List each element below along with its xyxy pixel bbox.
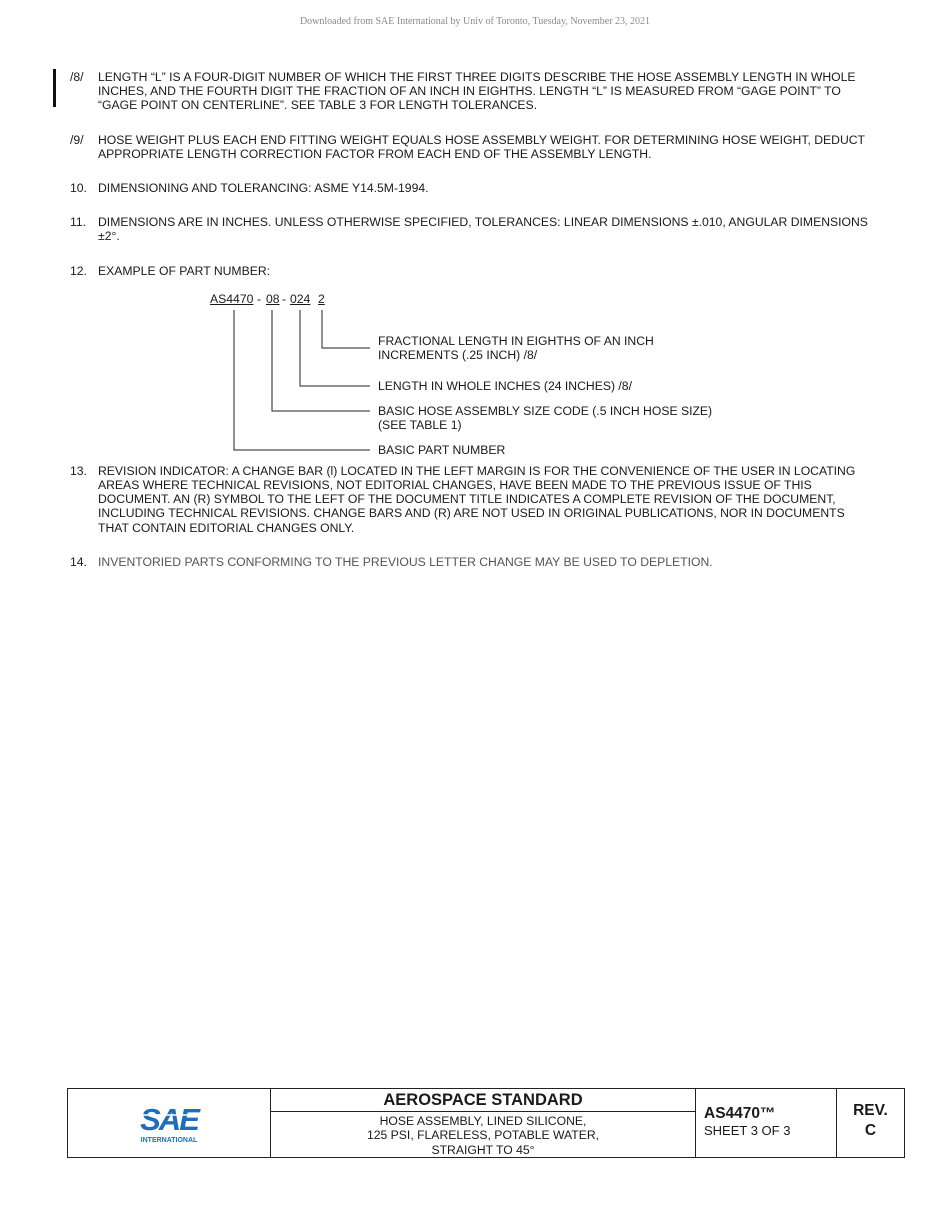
description-line: STRAIGHT TO 45° bbox=[431, 1142, 535, 1157]
callout-base: BASIC PART NUMBER bbox=[378, 442, 506, 457]
document-heading: AEROSPACE STANDARD bbox=[271, 1089, 695, 1112]
note-text: INVENTORIED PARTS CONFORMING TO THE PREVIOUS LETTER CHANGE MAY BE USED TO DEPLETION. bbox=[98, 554, 713, 569]
part-base: AS4470 bbox=[210, 291, 254, 306]
callout-length: LENGTH IN WHOLE INCHES (24 INCHES) /8/ bbox=[378, 378, 632, 393]
leader-size bbox=[272, 310, 370, 411]
title-cell bbox=[271, 1089, 696, 1157]
part-dash: - bbox=[257, 291, 262, 306]
sae-logo-icon bbox=[129, 1100, 209, 1146]
note-13 bbox=[70, 464, 870, 535]
document-number: AS4470™ bbox=[704, 1105, 776, 1122]
note-number: /9/ bbox=[70, 132, 84, 147]
revision-value: C bbox=[864, 1122, 877, 1139]
note-text: DIMENSIONING AND TOLERANCING: ASME Y14.5M-1994. bbox=[98, 181, 429, 196]
sheet-number: SHEET 3 OF 3 bbox=[704, 1123, 791, 1138]
note-text: DIMENSIONS ARE IN INCHES. UNLESS OTHERWISE SPECIFIED, TOLERANCES: LINEAR DIMENSIONS ±.010, ANGULAR DIMENSIONS ±2°. bbox=[98, 215, 868, 244]
note-number: 10. bbox=[70, 181, 87, 196]
note-11 bbox=[70, 215, 870, 243]
note-9 bbox=[70, 133, 870, 161]
notes-list bbox=[70, 70, 870, 589]
document-description bbox=[271, 1112, 695, 1157]
sae-logo-subtext: INTERNATIONAL bbox=[140, 1137, 198, 1144]
note-number: 11. bbox=[70, 215, 87, 230]
part-dash: - bbox=[282, 291, 287, 306]
part-number-example bbox=[70, 291, 870, 457]
description-line: 125 PSI, FLARELESS, POTABLE WATER, bbox=[366, 1128, 600, 1143]
revision-label: REV. bbox=[853, 1102, 888, 1119]
note-number: 12. bbox=[70, 263, 87, 278]
part-length: 024 bbox=[290, 291, 311, 306]
note-number: /8/ bbox=[70, 70, 84, 84]
part-size-code: 08 bbox=[266, 291, 280, 306]
sae-logo bbox=[68, 1089, 271, 1157]
note-text: REVISION INDICATOR: A CHANGE BAR (l) LOCATED IN THE LEFT MARGIN IS FOR THE CONVENIENCE OF THE USER IN LOCATING AREAS WHERE TECHNICAL REVISIONS, NOT EDITORIAL CHANGES, HAVE BEEN MADE TO THE PREVIOUS ISSUE OF THIS DOCUMENT. AN (R) SYMBOL TO THE LEFT OF THE DOCUMENT TITLE INDICATES A COMPLETE REVISION OF THE DOCUMENT, INCLUDING TECHNICAL REVISIONS. CHANGE BARS AND (R) ARE NOT USED IN ORIGINAL PUBLICATIONS, NOR IN DOCUMENTS THAT CONTAIN EDITORIAL CHANGES ONLY. bbox=[98, 463, 856, 535]
callout-size: BASIC HOSE ASSEMBLY SIZE CODE (.5 INCH HOSE SIZE) (SEE TABLE 1) bbox=[378, 403, 713, 433]
note-text: LENGTH “L” IS A FOUR-DIGIT NUMBER OF WHICH THE FIRST THREE DIGITS DESCRIBE THE HOSE ASSEMBLY LENGTH IN WHOLE INCHES, AND THE FOURTH DIGIT THE FRACTION OF AN INCH IN EIGHTHS. LENGTH “L” IS MEASURED FROM “GAGE POINT” TO “GAGE POINT ON CENTERLINE”. SEE TABLE 3 FOR LENGTH TOLERANCES. bbox=[98, 70, 856, 113]
part-fraction: 2 bbox=[318, 291, 325, 306]
sae-logo-text: SAE bbox=[140, 1102, 198, 1137]
leader-base bbox=[234, 310, 370, 450]
description-line: HOSE ASSEMBLY, LINED SILICONE, bbox=[379, 1114, 587, 1128]
note-number: 14. bbox=[70, 554, 87, 569]
note-12 bbox=[70, 264, 870, 278]
note-14 bbox=[70, 555, 870, 569]
revision-cell bbox=[837, 1089, 904, 1157]
note-text: HOSE WEIGHT PLUS EACH END FITTING WEIGHT EQUALS HOSE ASSEMBLY WEIGHT. FOR DETERMINING HOSE WEIGHT, DEDUCT APPROPRIATE LENGTH CORRECTION FACTOR FROM EACH END OF THE ASSEMBLY LENGTH. bbox=[98, 132, 865, 161]
document-number-cell bbox=[696, 1089, 837, 1157]
note-8 bbox=[70, 70, 870, 113]
note-10 bbox=[70, 181, 870, 195]
title-block bbox=[67, 1088, 905, 1158]
note-number: 13. bbox=[70, 463, 87, 478]
callout-fraction: FRACTIONAL LENGTH IN EIGHTHS OF AN INCH INCREMENTS (.25 INCH) /8/ bbox=[378, 333, 654, 363]
leader-fraction bbox=[322, 310, 370, 348]
change-bar bbox=[53, 69, 56, 107]
note-text: EXAMPLE OF PART NUMBER: bbox=[98, 263, 271, 278]
download-watermark: Downloaded from SAE International by Univ of Toronto, Tuesday, November 23, 2021 bbox=[299, 16, 651, 27]
